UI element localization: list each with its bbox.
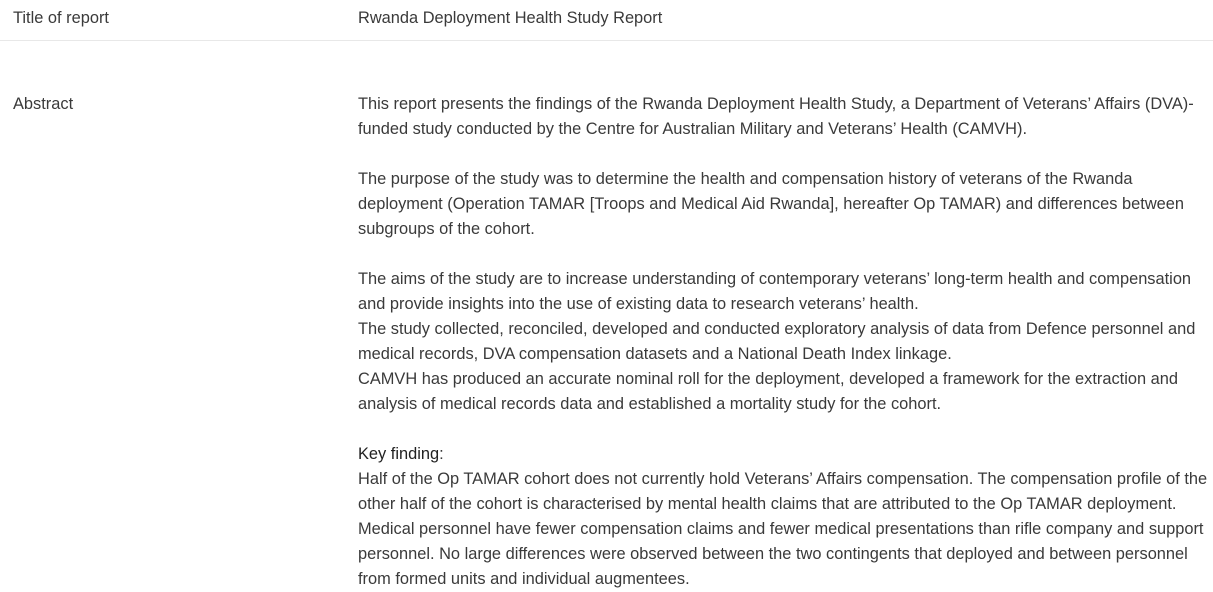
abstract-text — [358, 92, 1208, 592]
title-row — [0, 0, 1213, 41]
key-finding-text: Half of the Op TAMAR cohort does not currently hold Veterans’ Affairs compensation. The compensation profile of the other half of the cohort is characterised by mental health claims that are attributed to the Op TAMAR deployment. Medical personnel have fewer compensation claims and fewer medical presentations than rifle company and support personnel. No large differences were observed between the two contingents that deployed and between personnel from formed units and individual augmentees. — [358, 470, 1208, 588]
key-finding-colon: : — [439, 445, 444, 463]
abstract-paragraph-purpose: The purpose of the study was to determine the health and compensation history of veterans of the Rwanda deployment (Operation TAMAR [Troops and Medical Aid Rwanda], hereafter Op TAMAR) and differences between subgroups of the cohort. — [358, 170, 1185, 238]
abstract-paragraph-aims: The aims of the study are to increase understanding of contemporary veterans’ long-term health and compensation and provide insights into the use of existing data to research veterans’ health. The study collected, reconciled, developed and conducted exploratory analysis of data from Defence personnel and medical records, DVA compensation datasets and a National Death Index linkage. CAMVH has produced an accurate nominal roll for the deployment, developed a framework for the extraction and analysis of medical records data and established a mortality study for the cohort. — [358, 270, 1196, 413]
key-finding-label: Key finding — [358, 445, 440, 463]
abstract-label: Abstract — [13, 95, 74, 113]
report-title: Rwanda Deployment Health Study Report — [358, 9, 663, 27]
key-finding-heading — [358, 442, 1208, 467]
abstract-paragraph-intro: This report presents the findings of the Rwanda Deployment Health Study, a Department of Veterans’ Affairs (DVA)-funded study conducted by the Centre for Australian Military and Veterans’ Health (CAMVH). — [358, 95, 1194, 138]
title-label: Title of report — [13, 9, 109, 27]
abstract-row — [0, 41, 1213, 588]
